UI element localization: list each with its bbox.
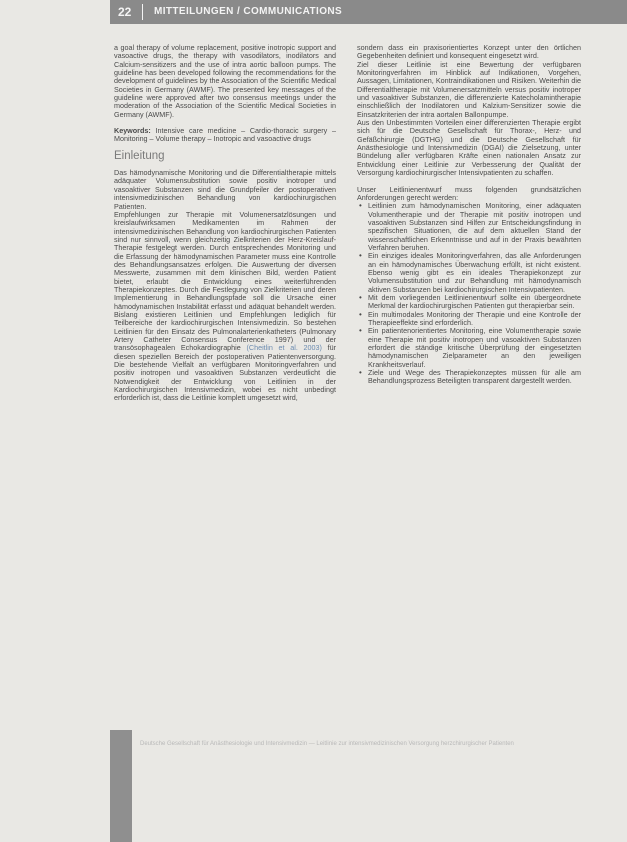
intro-paragraph: Das hämodynamische Monitoring und die Differentialtherapie mittels adäquater Volumensubstitution sowie positiv inotroper und vasoaktiver Substanzen sind die Grundpfeiler der postoperativen intensivmedizinischen Behandlung von kardiochirurgischen Patienten. bbox=[114, 168, 336, 211]
continuation-paragraph: sondern dass ein praxisorientiertes Konzept unter den örtlichen Gegebenheiten definiert und konsequent eingesetzt wird. bbox=[357, 43, 581, 61]
recommendations-paragraph bbox=[114, 211, 336, 403]
recommendations-text: Empfehlungen zur Therapie mit Volumenersatzlösungen und kreislaufwirksamen Medikamenten im Rahmen der intensivmedizinischen Behandlung von kardiochirurgischen Patienten sind nur sinnvoll, wenn gleichzeitig Zielkriterien der Herz-Kreislauf-Therapie festgelegt werden. Durch entsprechendes Monitoring und die Erfassung der hämodynamischen Parameter muss eine Kontrolle des Behandlungsansatzes erfolgen. Die Auswertung der diversen Messwerte, zusammen mit dem klinischen Bild, werden Patient bietet, erlaubt die Entwicklung eines weiterführenden Therapiekonzeptes. Durch die Festlegung von Zielkriterien und deren Implementierung in Behandlungspfade soll die Ursache einer hämodynamischen Instabilität erfasst und adäquat behandelt werden. Bislang existieren Leitlinien und Empfehlungen lediglich für Teilbereiche der kardiochirurgischen Intensivmedizin. So bestehen Leitlinien für den Einsatz des Pulmonalarterienkatheters (Pulmonary Artery Catheter Consensus Conference 1997) und der transösophagealen Echokardiographie bbox=[114, 209, 336, 353]
abstract-paragraph: a goal therapy of volume replacement, positive inotropic support and vasoactive drugs, the therapy with vasodilators, inodilators and Calcium-sensitizers and the use of intra aortic balloon pumps. The guideline has been developed following the recommendations for the development of guidelines by the Association of the Scientific Medical Societies in Germany (AWMF). The presented key messages of the guideline were approved after two consensus meetings under the moderation of the Association of the Scientific Medical Societies in Germany (AWMF). bbox=[114, 43, 336, 119]
requirements-list bbox=[357, 202, 581, 386]
list-item: • Ein patientenorientiertes Monitoring, eine Volumentherapie sowie eine Therapie mit positiv inotropen und vasoaktiven Substanzen erfordert die ständige kritische Überprüfung der eingesetzten hämodynamischen Zielparameter an den jeweiligen Krankheitsverlauf. bbox=[368, 327, 581, 369]
list-item: • Ziele und Wege des Therapiekonzeptes müssen für alle am Behandlungsprozess Beteiligten transparent dargestellt werden. bbox=[368, 369, 581, 386]
section-title: MITTEILUNGEN / COMMUNICATIONS bbox=[154, 6, 343, 17]
authors-paragraph: Aus den Unbestimmten Vorteilen einer differenzierten Therapie ergibt sich für die Deutsche Gesellschaft für Thorax-, Herz- und Gefäßchirurgie (DGTHG) und die Deutsche Gesellschaft für Anästhesiologie und Intensivmedizin (DGAI) die Zielsetzung, unter Bündelung aller verfügbaren Kräfte einen nationalen Ansatz zur Entwicklung einer Leitlinie zur Verbesserung der Qualität der Versorgung kardiochirurgischer Intensivpatienten zu schaffen. bbox=[357, 118, 581, 178]
list-item: • Leitlinien zum hämodynamischen Monitoring, einer adäquaten Volumentherapie und der Therapie mit positiv inotropen und vasoaktiven Substanzen sind Hilfen zur Entscheidungsfindung in spezifischen Situationen, die auf dem aktuellen Stand der wissenschaftlichen Erkenntnisse und auf in der Praxis bewährten Verfahren beruhen. bbox=[368, 202, 581, 252]
side-marker-block bbox=[110, 730, 132, 842]
left-column bbox=[114, 44, 336, 411]
keywords-label: Keywords: bbox=[114, 126, 151, 136]
right-column bbox=[357, 44, 581, 386]
header-divider bbox=[142, 4, 143, 20]
list-item: • Ein einziges ideales Monitoringverfahren, das alle Anforderungen an ein hämodynamisches Überwachung erfüllt, ist nicht existent. Ebenso wenig gibt es ein ideales Therapiekonzept zur Volumensubstitution und zur Behandlung mit hämodynamisch aktiven Substanzen bei kardiochirurgischen Intensivpatienten. bbox=[368, 252, 581, 294]
page-number: 22 bbox=[118, 5, 132, 19]
list-item: • Mit dem vorliegenden Leitlinienentwurf sollte ein übergeordnete Merkmal der kardiochirurgischen Patienten gut therapierbar sein. bbox=[368, 294, 581, 311]
citation-link[interactable]: (Cheitlin et al. 2003) bbox=[246, 343, 322, 353]
requirements-intro: Unser Leitlinienentwurf muss folgenden grundsätzlichen Anforderungen gerecht werden: bbox=[357, 184, 581, 202]
recommendations-text-continued: für diesen speziellen Bereich der postoperativen Patientenversorgung. Die bestehende Vielfalt an verfügbaren Monitoringverfahren und positiv inotropen und vasoaktiven Substanzen verdeutlicht die Notwendigkeit der Entwicklung von Leitlinien in der Kardiochirurgischen Intensivmedizin, wobei es nicht unbedingt erforderlich ist, dass die Leitlinie komplett umgesetzt wird, bbox=[114, 343, 337, 403]
goal-paragraph: Ziel dieser Leitlinie ist eine Bewertung der verfügbaren Monitoringverfahren im Hinblick auf Indikationen, Vorgehen, Aussagen, Limitationen, Kontraindikationen und Risiken. Weiterhin die Differentialtherapie mit Volumenersatzmitteln versus positiv inotroper und vasoaktiver Substanzen, die differenzierte Katecholamintherapie einschließlich der Inodilatoren und Kalzium-Sensitizer sowie die Einsatzkriterien der intra aortalen Ballonpumpe. bbox=[357, 59, 581, 119]
keywords-paragraph bbox=[114, 127, 336, 144]
page-header bbox=[110, 0, 627, 24]
keywords-text: Intensive care medicine – Cardio-thoracic surgery – Monitoring – Volume therapy – Inotropic and vasoactive drugs bbox=[114, 126, 336, 144]
list-item: • Ein multimodales Monitoring der Therapie und eine Kontrolle der Therapieeffekte sind erforderlich. bbox=[368, 311, 581, 328]
section-heading-einleitung: Einleitung bbox=[114, 149, 165, 162]
footer-text: Deutsche Gesellschaft für Anästhesiologie und Intensivmedizin — Leitlinie zur intensivmedizinischen Versorgung herzchirurgischer Patienten bbox=[140, 741, 514, 747]
